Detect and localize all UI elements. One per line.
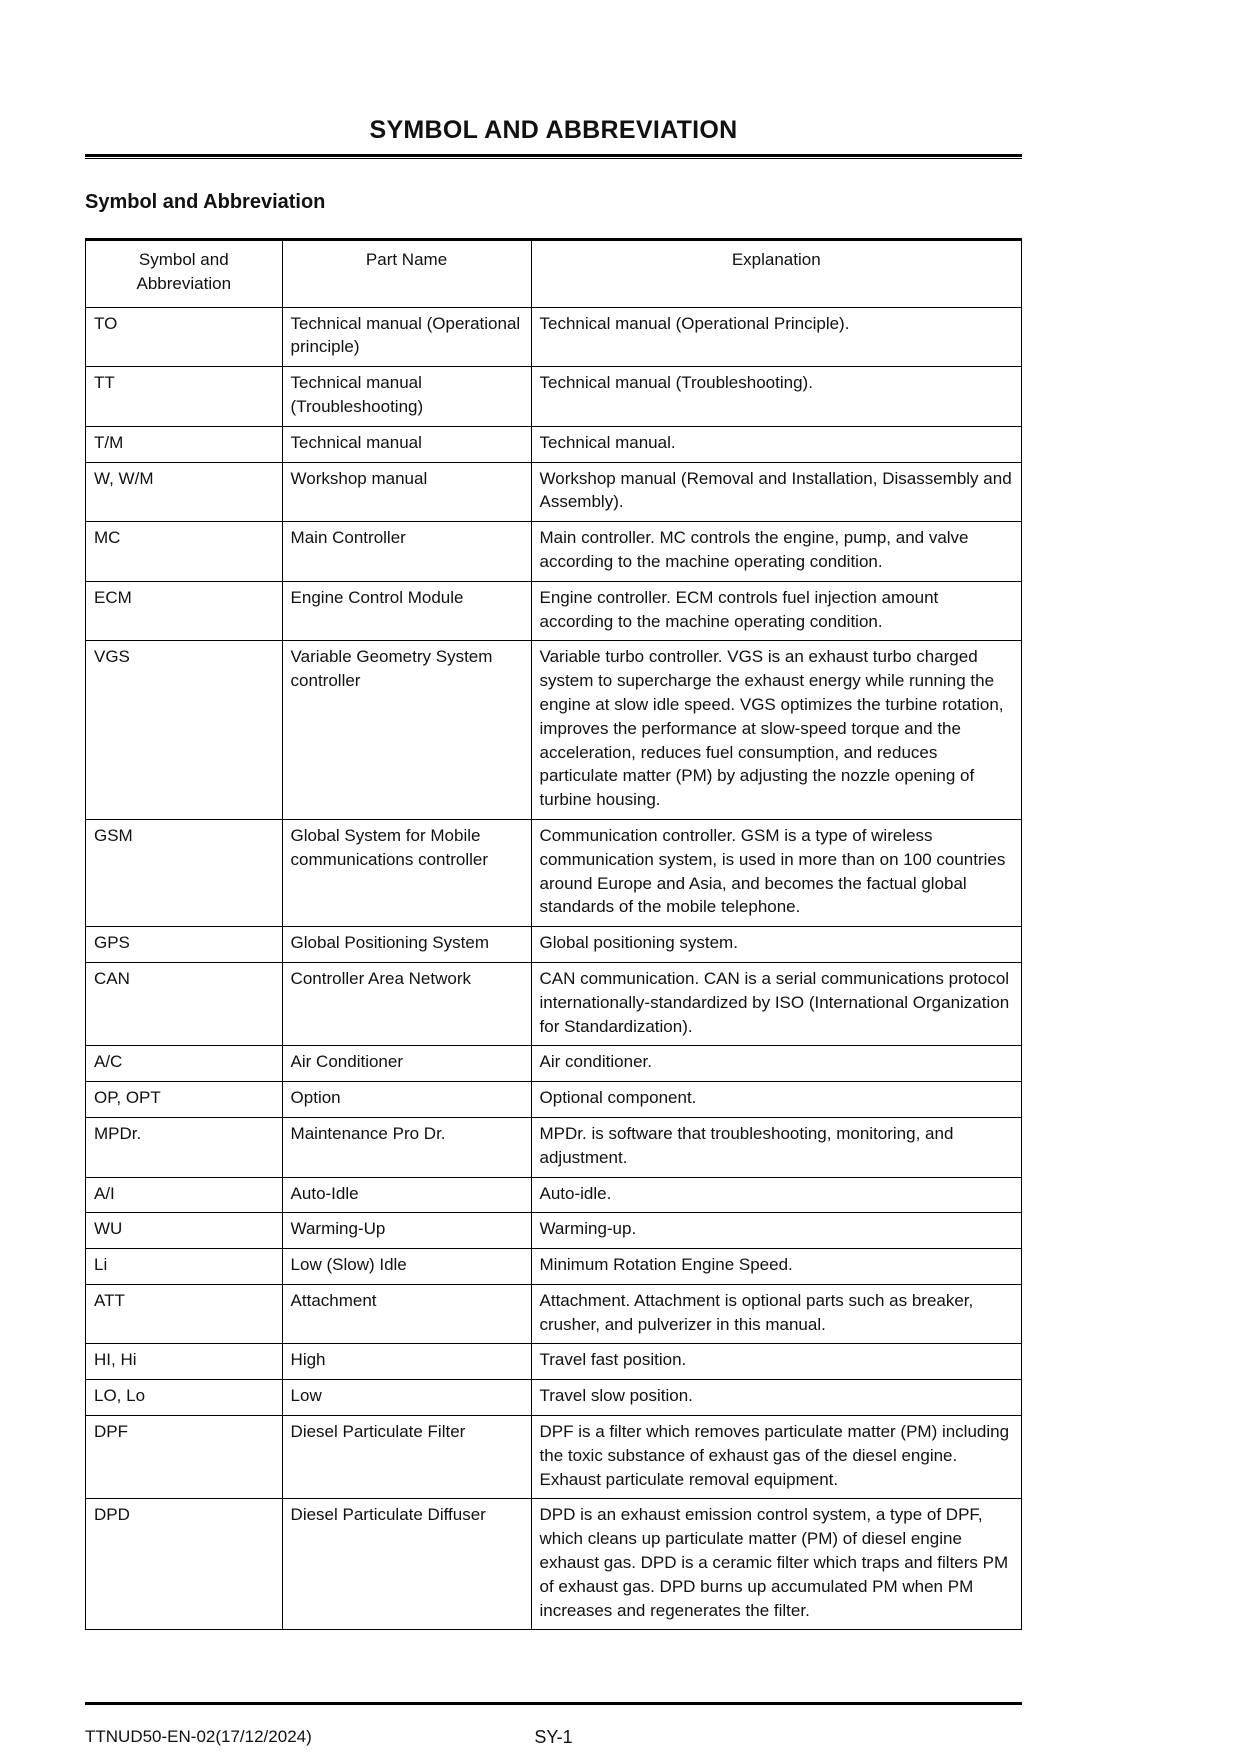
cell-part: Option (282, 1082, 531, 1118)
cell-explanation: Warming-up. (531, 1213, 1021, 1249)
cell-symbol: HI, Hi (86, 1344, 283, 1380)
table-row (86, 1380, 1022, 1416)
cell-symbol: GPS (86, 927, 283, 963)
table-row (86, 641, 1022, 820)
cell-part: Low (Slow) Idle (282, 1249, 531, 1285)
cell-explanation: Communication controller. GSM is a type of wireless communication system, is used in more than on 100 countries around Europe and Asia, and becomes the factual global standards of the mobile telephone. (531, 819, 1021, 926)
cell-part: Variable Geometry System controller (282, 641, 531, 820)
cell-explanation: DPD is an exhaust emission control system, a type of DPF, which cleans up particulate matter (PM) of diesel engine exhaust gas. DPD is a ceramic filter which traps and filters PM of exhaust gas. DPD burns up accumulated PM when PM increases and regenerates the filter. (531, 1499, 1021, 1630)
cell-explanation: DPF is a filter which removes particulate matter (PM) including the toxic substance of exhaust gas of the diesel engine. Exhaust particulate removal equipment. (531, 1416, 1021, 1499)
cell-explanation: Main controller. MC controls the engine, pump, and valve according to the machine operating condition. (531, 522, 1021, 582)
cell-part: Low (282, 1380, 531, 1416)
table-row (86, 426, 1022, 462)
cell-part: Main Controller (282, 522, 531, 582)
table-row (86, 927, 1022, 963)
cell-symbol: MC (86, 522, 283, 582)
table-row (86, 1046, 1022, 1082)
table-row (86, 1213, 1022, 1249)
cell-part: Diesel Particulate Diffuser (282, 1499, 531, 1630)
cell-part: Engine Control Module (282, 581, 531, 641)
cell-symbol: ATT (86, 1284, 283, 1344)
table-row (86, 1177, 1022, 1213)
cell-symbol: OP, OPT (86, 1082, 283, 1118)
table-row (86, 1499, 1022, 1630)
cell-explanation: Attachment. Attachment is optional parts such as breaker, crusher, and pulverizer in this manual. (531, 1284, 1021, 1344)
cell-explanation: Variable turbo controller. VGS is an exhaust turbo charged system to supercharge the exhaust energy while running the engine at slow idle speed. VGS optimizes the turbine rotation, improves the performance at slow-speed torque and the acceleration, reduces fuel consumption, and reduces particulate matter (PM) by adjusting the nozzle opening of turbine housing. (531, 641, 1021, 820)
cell-symbol: A/I (86, 1177, 283, 1213)
cell-symbol: WU (86, 1213, 283, 1249)
cell-symbol: ECM (86, 581, 283, 641)
table-row (86, 1117, 1022, 1177)
cell-explanation: Technical manual. (531, 426, 1021, 462)
cell-part: Global System for Mobile communications controller (282, 819, 531, 926)
cell-explanation: Minimum Rotation Engine Speed. (531, 1249, 1021, 1285)
title-divider (85, 154, 1022, 159)
cell-part: Technical manual (Troubleshooting) (282, 367, 531, 427)
cell-symbol: TO (86, 307, 283, 367)
table-row (86, 1416, 1022, 1499)
cell-symbol: DPD (86, 1499, 283, 1630)
cell-symbol: CAN (86, 962, 283, 1045)
cell-part: Attachment (282, 1284, 531, 1344)
cell-explanation: Travel slow position. (531, 1380, 1021, 1416)
cell-explanation: Engine controller. ECM controls fuel injection amount according to the machine operating condition. (531, 581, 1021, 641)
cell-explanation: Air conditioner. (531, 1046, 1021, 1082)
cell-symbol: VGS (86, 641, 283, 820)
page-content (85, 0, 1022, 1751)
cell-explanation: MPDr. is software that troubleshooting, monitoring, and adjustment. (531, 1117, 1021, 1177)
table-row (86, 307, 1022, 367)
cell-explanation: Auto-idle. (531, 1177, 1021, 1213)
table-header-explanation: Explanation (531, 240, 1021, 308)
cell-explanation: Technical manual (Operational Principle). (531, 307, 1021, 367)
cell-symbol: TT (86, 367, 283, 427)
cell-symbol: MPDr. (86, 1117, 283, 1177)
table-row (86, 522, 1022, 582)
footer-page-number: SY-1 (534, 1727, 573, 1748)
cell-symbol: Li (86, 1249, 283, 1285)
table-header (86, 240, 1022, 308)
cell-symbol: DPF (86, 1416, 283, 1499)
cell-symbol: A/C (86, 1046, 283, 1082)
page-title: SYMBOL AND ABBREVIATION (369, 116, 738, 144)
table-row (86, 462, 1022, 522)
table-row (86, 819, 1022, 926)
cell-symbol: GSM (86, 819, 283, 926)
table-row (86, 581, 1022, 641)
page-footer (85, 1727, 1022, 1751)
table-header-symbol: Symbol and Abbreviation (86, 240, 283, 308)
cell-part: Technical manual (282, 426, 531, 462)
cell-part: Controller Area Network (282, 962, 531, 1045)
abbreviation-table (85, 238, 1022, 1630)
cell-symbol: LO, Lo (86, 1380, 283, 1416)
cell-part: Maintenance Pro Dr. (282, 1117, 531, 1177)
footer-divider (85, 1702, 1022, 1705)
cell-part: Diesel Particulate Filter (282, 1416, 531, 1499)
cell-part: Air Conditioner (282, 1046, 531, 1082)
table-row (86, 1249, 1022, 1285)
table-header-part: Part Name (282, 240, 531, 308)
table-header-row (86, 240, 1022, 308)
table-row (86, 1284, 1022, 1344)
cell-part: Technical manual (Operational principle) (282, 307, 531, 367)
cell-explanation: CAN communication. CAN is a serial communications protocol internationally-standardized by ISO (International Organization for Standardization). (531, 962, 1021, 1045)
cell-symbol: W, W/M (86, 462, 283, 522)
cell-part: Global Positioning System (282, 927, 531, 963)
table-row (86, 1344, 1022, 1380)
cell-part: Workshop manual (282, 462, 531, 522)
footer-doc-number: TTNUD50-EN-02(17/12/2024) (85, 1727, 312, 1747)
cell-part: Warming-Up (282, 1213, 531, 1249)
cell-explanation: Workshop manual (Removal and Installation, Disassembly and Assembly). (531, 462, 1021, 522)
section-title: Symbol and Abbreviation (85, 191, 326, 213)
cell-symbol: T/M (86, 426, 283, 462)
cell-part: Auto-Idle (282, 1177, 531, 1213)
cell-explanation: Technical manual (Troubleshooting). (531, 367, 1021, 427)
table-row (86, 962, 1022, 1045)
table-row (86, 1082, 1022, 1118)
cell-part: High (282, 1344, 531, 1380)
cell-explanation: Global positioning system. (531, 927, 1021, 963)
table-body (86, 307, 1022, 1630)
cell-explanation: Optional component. (531, 1082, 1021, 1118)
table-row (86, 367, 1022, 427)
cell-explanation: Travel fast position. (531, 1344, 1021, 1380)
